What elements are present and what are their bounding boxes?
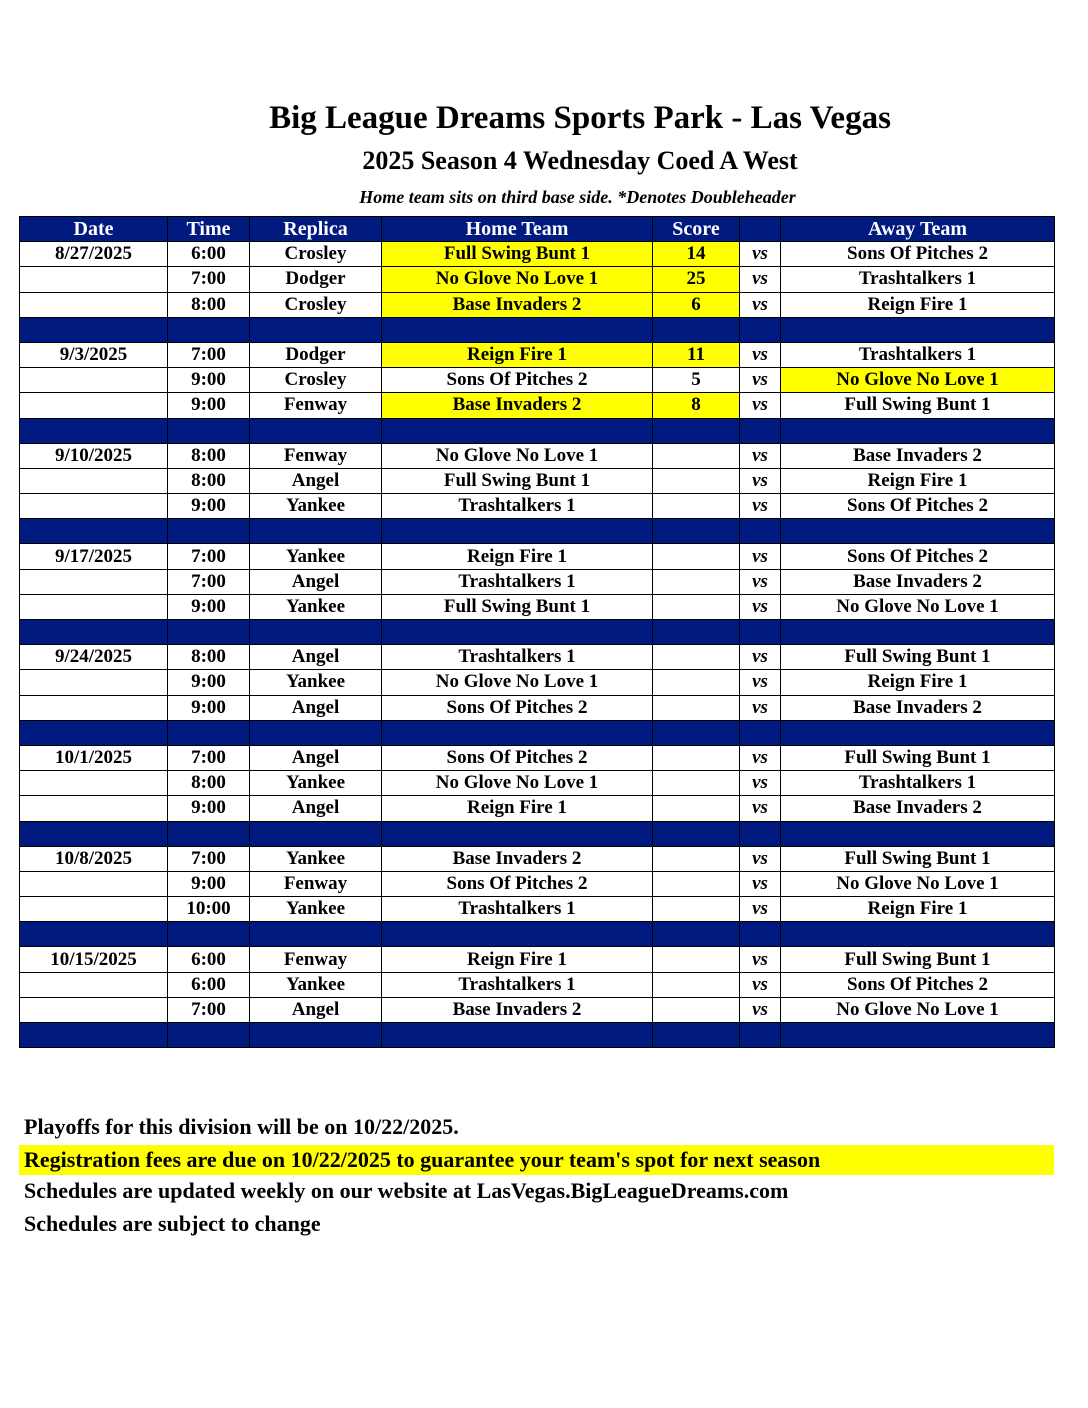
cell-vs: vs: [740, 393, 781, 418]
schedule-body: [20, 242, 1055, 1048]
col-header-time: Time: [168, 217, 250, 242]
cell-vs: vs: [740, 645, 781, 670]
table-row: [20, 997, 1055, 1022]
cell-home-team: Full Swing Bunt 1: [382, 242, 653, 267]
cell-away-team: No Glove No Love 1: [781, 871, 1055, 896]
cell-score: [653, 997, 740, 1022]
cell-vs: vs: [740, 796, 781, 821]
cell-home-team: Reign Fire 1: [382, 544, 653, 569]
separator-cell: [250, 620, 382, 645]
cell-away-team: Full Swing Bunt 1: [781, 947, 1055, 972]
cell-home-team: No Glove No Love 1: [382, 443, 653, 468]
cell-away-team: Full Swing Bunt 1: [781, 393, 1055, 418]
separator-row: [20, 519, 1055, 544]
cell-replica: Angel: [250, 796, 382, 821]
cell-score: [653, 972, 740, 997]
cell-date: [20, 468, 168, 493]
cell-away-team: Sons Of Pitches 2: [781, 242, 1055, 267]
cell-score: [653, 771, 740, 796]
cell-vs: vs: [740, 972, 781, 997]
cell-replica: Yankee: [250, 972, 382, 997]
separator-cell: [740, 418, 781, 443]
cell-away-team: Full Swing Bunt 1: [781, 846, 1055, 871]
cell-replica: Yankee: [250, 846, 382, 871]
separator-cell: [382, 317, 653, 342]
separator-row: [20, 418, 1055, 443]
separator-cell: [653, 418, 740, 443]
separator-cell: [250, 519, 382, 544]
cell-home-team: Base Invaders 2: [382, 997, 653, 1022]
table-row: [20, 745, 1055, 770]
cell-time: 8:00: [168, 292, 250, 317]
col-header-home-team: Home Team: [382, 217, 653, 242]
cell-replica: Fenway: [250, 871, 382, 896]
separator-cell: [781, 720, 1055, 745]
cell-home-team: Base Invaders 2: [382, 393, 653, 418]
separator-cell: [740, 620, 781, 645]
separator-cell: [740, 922, 781, 947]
cell-time: 9:00: [168, 796, 250, 821]
cell-home-team: Sons Of Pitches 2: [382, 695, 653, 720]
cell-date: 8/27/2025: [20, 242, 168, 267]
table-row: [20, 569, 1055, 594]
cell-vs: vs: [740, 342, 781, 367]
cell-away-team: Reign Fire 1: [781, 670, 1055, 695]
cell-vs: vs: [740, 443, 781, 468]
cell-home-team: No Glove No Love 1: [382, 771, 653, 796]
separator-cell: [781, 317, 1055, 342]
table-row: [20, 645, 1055, 670]
cell-home-team: Trashtalkers 1: [382, 972, 653, 997]
cell-vs: vs: [740, 695, 781, 720]
cell-replica: Angel: [250, 695, 382, 720]
cell-away-team: No Glove No Love 1: [781, 997, 1055, 1022]
cell-date: 9/3/2025: [20, 342, 168, 367]
cell-replica: Fenway: [250, 393, 382, 418]
separator-row: [20, 317, 1055, 342]
cell-date: 9/24/2025: [20, 645, 168, 670]
separator-cell: [781, 821, 1055, 846]
cell-home-team: Full Swing Bunt 1: [382, 468, 653, 493]
separator-row: [20, 620, 1055, 645]
cell-replica: Angel: [250, 645, 382, 670]
separator-cell: [781, 922, 1055, 947]
col-header-away-team: Away Team: [781, 217, 1055, 242]
cell-date: 9/10/2025: [20, 443, 168, 468]
cell-score: [653, 745, 740, 770]
cell-away-team: Sons Of Pitches 2: [781, 972, 1055, 997]
separator-row: [20, 821, 1055, 846]
cell-score: 5: [653, 368, 740, 393]
separator-cell: [740, 821, 781, 846]
cell-time: 7:00: [168, 544, 250, 569]
cell-date: [20, 897, 168, 922]
separator-cell: [740, 720, 781, 745]
cell-home-team: Trashtalkers 1: [382, 494, 653, 519]
separator-cell: [168, 922, 250, 947]
table-row: [20, 897, 1055, 922]
cell-date: [20, 695, 168, 720]
table-row: [20, 871, 1055, 896]
separator-cell: [653, 317, 740, 342]
cell-score: [653, 468, 740, 493]
separator-cell: [740, 1023, 781, 1048]
cell-away-team: Sons Of Pitches 2: [781, 544, 1055, 569]
separator-cell: [781, 519, 1055, 544]
separator-cell: [20, 317, 168, 342]
separator-cell: [382, 922, 653, 947]
cell-time: 9:00: [168, 494, 250, 519]
schedule-note: Home team sits on third base side. *Denotes Doubleheader: [359, 187, 796, 207]
cell-vs: vs: [740, 846, 781, 871]
cell-replica: Dodger: [250, 267, 382, 292]
table-row: [20, 695, 1055, 720]
cell-date: [20, 368, 168, 393]
cell-date: 10/15/2025: [20, 947, 168, 972]
cell-replica: Yankee: [250, 897, 382, 922]
cell-score: [653, 947, 740, 972]
table-row: [20, 342, 1055, 367]
cell-vs: vs: [740, 897, 781, 922]
separator-cell: [653, 1023, 740, 1048]
col-header-replica: Replica: [250, 217, 382, 242]
separator-cell: [382, 519, 653, 544]
cell-home-team: Reign Fire 1: [382, 342, 653, 367]
cell-replica: Angel: [250, 997, 382, 1022]
separator-cell: [250, 720, 382, 745]
cell-date: 10/1/2025: [20, 745, 168, 770]
cell-score: 6: [653, 292, 740, 317]
cell-score: 25: [653, 267, 740, 292]
table-row: [20, 771, 1055, 796]
cell-score: [653, 569, 740, 594]
cell-time: 7:00: [168, 342, 250, 367]
cell-away-team: Reign Fire 1: [781, 897, 1055, 922]
cell-replica: Angel: [250, 745, 382, 770]
cell-date: [20, 972, 168, 997]
cell-date: [20, 494, 168, 519]
cell-home-team: Trashtalkers 1: [382, 645, 653, 670]
table-row: [20, 846, 1055, 871]
cell-score: [653, 670, 740, 695]
separator-cell: [250, 1023, 382, 1048]
cell-home-team: Sons Of Pitches 2: [382, 745, 653, 770]
col-header-date: Date: [20, 217, 168, 242]
cell-home-team: Trashtalkers 1: [382, 569, 653, 594]
separator-cell: [20, 620, 168, 645]
cell-score: [653, 645, 740, 670]
schedule-table: [19, 216, 1055, 1048]
table-row: [20, 267, 1055, 292]
cell-time: 7:00: [168, 569, 250, 594]
cell-vs: vs: [740, 267, 781, 292]
cell-away-team: Base Invaders 2: [781, 695, 1055, 720]
cell-away-team: Base Invaders 2: [781, 569, 1055, 594]
separator-cell: [250, 821, 382, 846]
separator-cell: [382, 620, 653, 645]
cell-time: 6:00: [168, 947, 250, 972]
cell-vs: vs: [740, 670, 781, 695]
cell-vs: vs: [740, 947, 781, 972]
cell-score: 14: [653, 242, 740, 267]
cell-score: [653, 695, 740, 720]
cell-time: 7:00: [168, 267, 250, 292]
separator-cell: [653, 620, 740, 645]
cell-time: 9:00: [168, 670, 250, 695]
cell-home-team: Base Invaders 2: [382, 846, 653, 871]
separator-row: [20, 1023, 1055, 1048]
cell-score: [653, 846, 740, 871]
separator-cell: [740, 317, 781, 342]
change-text: Schedules are subject to change: [24, 1211, 321, 1236]
cell-time: 7:00: [168, 745, 250, 770]
separator-cell: [653, 821, 740, 846]
separator-cell: [653, 922, 740, 947]
change-note: [19, 1211, 1054, 1237]
table-row: [20, 670, 1055, 695]
cell-time: 9:00: [168, 594, 250, 619]
cell-home-team: Sons Of Pitches 2: [382, 368, 653, 393]
separator-cell: [740, 519, 781, 544]
cell-time: 8:00: [168, 771, 250, 796]
cell-score: 11: [653, 342, 740, 367]
cell-score: [653, 443, 740, 468]
cell-away-team: Full Swing Bunt 1: [781, 745, 1055, 770]
cell-home-team: No Glove No Love 1: [382, 670, 653, 695]
cell-replica: Yankee: [250, 594, 382, 619]
cell-score: 8: [653, 393, 740, 418]
separator-cell: [382, 720, 653, 745]
cell-home-team: Trashtalkers 1: [382, 897, 653, 922]
cell-time: 6:00: [168, 972, 250, 997]
cell-time: 6:00: [168, 242, 250, 267]
separator-cell: [168, 720, 250, 745]
table-header-row: [20, 217, 1055, 242]
separator-cell: [653, 519, 740, 544]
table-row: [20, 796, 1055, 821]
separator-row: [20, 922, 1055, 947]
cell-vs: vs: [740, 997, 781, 1022]
cell-home-team: Reign Fire 1: [382, 796, 653, 821]
cell-score: [653, 796, 740, 821]
separator-row: [20, 720, 1055, 745]
cell-date: [20, 871, 168, 896]
table-row: [20, 494, 1055, 519]
cell-time: 8:00: [168, 645, 250, 670]
table-row: [20, 368, 1055, 393]
cell-away-team: No Glove No Love 1: [781, 594, 1055, 619]
separator-cell: [382, 418, 653, 443]
cell-away-team: Base Invaders 2: [781, 796, 1055, 821]
cell-date: 9/17/2025: [20, 544, 168, 569]
cell-score: [653, 871, 740, 896]
cell-date: [20, 997, 168, 1022]
separator-cell: [168, 620, 250, 645]
cell-away-team: Full Swing Bunt 1: [781, 645, 1055, 670]
cell-home-team: Sons Of Pitches 2: [382, 871, 653, 896]
cell-date: [20, 796, 168, 821]
cell-vs: vs: [740, 494, 781, 519]
cell-replica: Crosley: [250, 242, 382, 267]
separator-cell: [250, 418, 382, 443]
cell-time: 9:00: [168, 871, 250, 896]
cell-date: [20, 670, 168, 695]
cell-time: 8:00: [168, 468, 250, 493]
separator-cell: [781, 418, 1055, 443]
cell-away-team: No Glove No Love 1: [781, 368, 1055, 393]
playoffs-text: Playoffs for this division will be on 10/22/2025.: [24, 1114, 459, 1139]
cell-time: 9:00: [168, 368, 250, 393]
separator-cell: [168, 317, 250, 342]
separator-cell: [20, 821, 168, 846]
page-title: Big League Dreams Sports Park - Las Vegas: [269, 100, 891, 136]
table-row: [20, 292, 1055, 317]
cell-score: [653, 544, 740, 569]
cell-home-team: No Glove No Love 1: [382, 267, 653, 292]
cell-vs: vs: [740, 242, 781, 267]
cell-time: 10:00: [168, 897, 250, 922]
cell-replica: Yankee: [250, 670, 382, 695]
registration-text: Registration fees are due on 10/22/2025 to guarantee your team's spot for next season: [24, 1147, 821, 1172]
website-note: [19, 1178, 1054, 1204]
cell-away-team: Trashtalkers 1: [781, 342, 1055, 367]
cell-replica: Fenway: [250, 443, 382, 468]
cell-time: 9:00: [168, 393, 250, 418]
cell-time: 7:00: [168, 846, 250, 871]
separator-cell: [250, 317, 382, 342]
cell-replica: Crosley: [250, 368, 382, 393]
cell-home-team: Reign Fire 1: [382, 947, 653, 972]
separator-cell: [382, 821, 653, 846]
cell-away-team: Reign Fire 1: [781, 468, 1055, 493]
cell-vs: vs: [740, 745, 781, 770]
cell-time: 7:00: [168, 997, 250, 1022]
cell-vs: vs: [740, 569, 781, 594]
cell-replica: Angel: [250, 468, 382, 493]
table-row: [20, 468, 1055, 493]
separator-cell: [168, 519, 250, 544]
cell-away-team: Base Invaders 2: [781, 443, 1055, 468]
cell-vs: vs: [740, 292, 781, 317]
cell-date: [20, 771, 168, 796]
table-row: [20, 947, 1055, 972]
table-row: [20, 393, 1055, 418]
website-text: Schedules are updated weekly on our website at LasVegas.BigLeagueDreams.com: [24, 1178, 789, 1203]
separator-cell: [653, 720, 740, 745]
separator-cell: [250, 922, 382, 947]
cell-vs: vs: [740, 544, 781, 569]
cell-date: 10/8/2025: [20, 846, 168, 871]
cell-date: [20, 594, 168, 619]
cell-home-team: Base Invaders 2: [382, 292, 653, 317]
page-subtitle: 2025 Season 4 Wednesday Coed A West: [362, 146, 798, 175]
cell-score: [653, 897, 740, 922]
cell-vs: vs: [740, 871, 781, 896]
cell-date: [20, 292, 168, 317]
playoffs-note: [19, 1114, 1054, 1140]
table-row: [20, 443, 1055, 468]
cell-away-team: Trashtalkers 1: [781, 267, 1055, 292]
separator-cell: [20, 922, 168, 947]
cell-replica: Crosley: [250, 292, 382, 317]
separator-cell: [781, 620, 1055, 645]
separator-cell: [20, 1023, 168, 1048]
table-row: [20, 544, 1055, 569]
cell-away-team: Sons Of Pitches 2: [781, 494, 1055, 519]
cell-date: [20, 267, 168, 292]
cell-away-team: Trashtalkers 1: [781, 771, 1055, 796]
cell-score: [653, 594, 740, 619]
cell-vs: vs: [740, 771, 781, 796]
separator-cell: [781, 1023, 1055, 1048]
registration-note: [19, 1145, 1054, 1175]
cell-replica: Yankee: [250, 544, 382, 569]
cell-score: [653, 494, 740, 519]
cell-away-team: Reign Fire 1: [781, 292, 1055, 317]
separator-cell: [382, 1023, 653, 1048]
cell-replica: Yankee: [250, 771, 382, 796]
table-row: [20, 242, 1055, 267]
separator-cell: [168, 418, 250, 443]
table-row: [20, 594, 1055, 619]
col-header-score: Score: [653, 217, 740, 242]
cell-replica: Fenway: [250, 947, 382, 972]
separator-cell: [168, 821, 250, 846]
separator-cell: [20, 519, 168, 544]
cell-date: [20, 393, 168, 418]
cell-replica: Angel: [250, 569, 382, 594]
cell-time: 8:00: [168, 443, 250, 468]
cell-date: [20, 569, 168, 594]
table-row: [20, 972, 1055, 997]
cell-vs: vs: [740, 368, 781, 393]
col-header-vs: [740, 217, 781, 242]
separator-cell: [168, 1023, 250, 1048]
separator-cell: [20, 418, 168, 443]
cell-replica: Dodger: [250, 342, 382, 367]
cell-vs: vs: [740, 594, 781, 619]
cell-home-team: Full Swing Bunt 1: [382, 594, 653, 619]
cell-replica: Yankee: [250, 494, 382, 519]
cell-vs: vs: [740, 468, 781, 493]
cell-time: 9:00: [168, 695, 250, 720]
separator-cell: [20, 720, 168, 745]
